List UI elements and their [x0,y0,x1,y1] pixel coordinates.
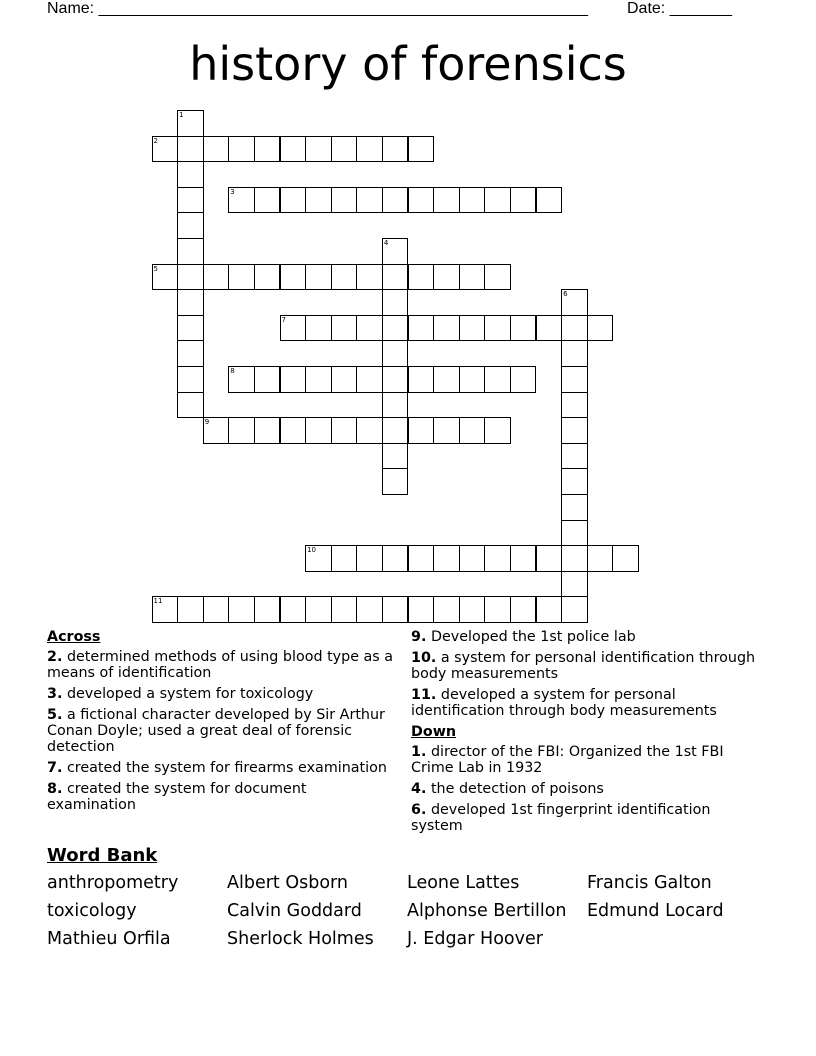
crossword-cell[interactable] [177,238,204,265]
crossword-cell[interactable] [177,136,204,163]
clues-right-column [411,629,761,839]
word-bank-item: Francis Galton [587,873,712,893]
crossword-cell[interactable] [228,417,255,444]
crossword-cell[interactable] [152,136,179,163]
crossword-cell[interactable] [484,417,511,444]
across-clue [47,707,395,755]
clue-number: 4. [411,781,427,797]
clue-number: 10. [411,650,437,666]
crossword-cell[interactable] [561,545,588,572]
crossword-cell[interactable] [305,187,332,214]
clue-text: created the system for document examination [47,781,307,813]
crossword-cell[interactable] [382,315,409,342]
crossword-cell[interactable] [152,596,179,623]
crossword-cell[interactable] [433,264,460,291]
crossword-cell[interactable] [356,596,383,623]
crossword-cell[interactable] [280,264,307,291]
clues-left-column [47,629,395,818]
down-clue [411,802,761,834]
crossword-cell[interactable] [459,187,486,214]
crossword-cell[interactable] [228,596,255,623]
page-title: history of forensics [189,37,627,91]
crossword-cell[interactable] [382,417,409,444]
crossword-cell[interactable] [203,264,230,291]
crossword-cell[interactable] [459,545,486,572]
crossword-cell[interactable] [177,161,204,188]
crossword-cell[interactable] [561,596,588,623]
clue-text: a system for personal identification through body measurements [411,650,756,682]
crossword-cell[interactable] [408,315,435,342]
crossword-cell[interactable] [510,596,537,623]
crossword-cell[interactable] [536,596,563,623]
crossword-cell[interactable] [280,315,307,342]
crossword-cell[interactable] [561,468,588,495]
crossword-cell[interactable] [561,443,588,470]
crossword-cell[interactable] [331,136,358,163]
cell-number: 1 [179,111,184,119]
cell-number: 4 [383,239,389,247]
crossword-cell[interactable] [587,545,614,572]
crossword-cell[interactable] [510,187,537,214]
crossword-cell[interactable] [382,468,409,495]
crossword-cell[interactable] [382,264,409,291]
crossword-cell[interactable] [254,417,281,444]
crossword-cell[interactable] [536,315,563,342]
crossword-cell[interactable] [484,545,511,572]
cell-number: 2 [153,136,158,145]
crossword-cell[interactable] [536,187,563,214]
crossword-cell[interactable] [203,417,230,444]
crossword-cell[interactable] [382,340,409,367]
crossword-cell[interactable] [280,187,307,214]
crossword-cell[interactable] [254,596,281,623]
crossword-cell[interactable] [561,366,588,393]
crossword-cell[interactable] [484,596,511,623]
crossword-cell[interactable] [382,136,409,163]
crossword-cell[interactable] [254,136,281,163]
crossword-cell[interactable] [177,366,204,393]
crossword-cell[interactable] [331,417,358,444]
crossword-cell[interactable] [612,545,639,572]
crossword-cell[interactable] [561,289,588,316]
down-clue [411,781,761,797]
word-bank-title: Word Bank [47,845,158,866]
cell-number: 6 [563,290,568,299]
crossword-cell[interactable] [177,264,204,291]
crossword-cell[interactable] [459,366,486,393]
cell-number: 10 [307,546,317,555]
crossword-cell[interactable] [305,136,332,163]
crossword-cell[interactable] [561,417,588,444]
cell-number: 11 [153,597,163,606]
clue-text: developed a system for toxicology [66,686,314,702]
across-clue [47,686,395,702]
crossword-cell[interactable] [177,596,204,623]
across-clue [47,760,395,776]
crossword-cell[interactable] [510,545,537,572]
word-bank-item: anthropometry [47,873,179,893]
clue-text: determined methods of using blood type as a means of identification [47,649,394,681]
crossword-cell[interactable] [254,366,281,393]
clue-number: 1. [411,744,427,760]
crossword-cell[interactable] [382,443,409,470]
word-bank-item: Mathieu Orfila [47,929,171,949]
crossword-cell[interactable] [280,366,307,393]
crossword-cell[interactable] [484,315,511,342]
clue-number: 11. [411,687,437,703]
word-bank-item: J. Edgar Hoover [407,929,543,949]
crossword-cell[interactable] [408,366,435,393]
crossword-cell[interactable] [382,187,409,214]
across-clue [47,649,395,681]
crossword-cell[interactable] [305,315,332,342]
crossword-cell[interactable] [433,187,460,214]
crossword-cell[interactable] [280,417,307,444]
across-clue [411,687,761,719]
crossword-cell[interactable] [459,315,486,342]
crossword-cell[interactable] [177,392,204,419]
crossword-cell[interactable] [356,366,383,393]
crossword-cell[interactable] [510,366,537,393]
crossword-cell[interactable] [331,315,358,342]
crossword-cell[interactable] [433,596,460,623]
crossword-cell[interactable] [356,315,383,342]
crossword-cell[interactable] [408,596,435,623]
cell-number: 5 [153,264,158,273]
crossword-cell[interactable] [408,187,435,214]
crossword-cell[interactable] [203,136,230,163]
crossword-cell[interactable] [228,136,255,163]
across-clue [411,629,761,645]
crossword-cell[interactable] [433,366,460,393]
word-bank-item: Alphonse Bertillon [407,901,567,921]
clue-text: developed 1st fingerprint identification system [411,802,711,834]
crossword-cell[interactable] [152,264,179,291]
crossword-cell[interactable] [382,545,409,572]
crossword-cell[interactable] [177,212,204,239]
crossword-cell[interactable] [177,289,204,316]
crossword-cell[interactable] [228,366,255,393]
crossword-cell[interactable] [382,596,409,623]
crossword-cell[interactable] [459,264,486,291]
clue-number: 8. [47,781,63,797]
cell-number: 9 [204,418,210,427]
across-clue [47,781,395,813]
clue-text: developed a system for personal identification through body measurements [411,687,717,719]
down-clue [411,744,761,776]
clue-text: Developed the 1st police lab [430,629,636,645]
crossword-cell[interactable] [280,136,307,163]
crossword-cell[interactable] [177,315,204,342]
word-bank [47,845,767,950]
crossword-cell[interactable] [433,417,460,444]
crossword-cell[interactable] [459,417,486,444]
crossword-cell[interactable] [177,340,204,367]
crossword-cell[interactable] [331,366,358,393]
crossword-cell[interactable] [408,136,435,163]
crossword-cell[interactable] [536,545,563,572]
crossword-cell[interactable] [356,545,383,572]
crossword-cell[interactable] [228,264,255,291]
crossword-cell[interactable] [356,264,383,291]
clue-number: 3. [47,686,63,702]
crossword-cell[interactable] [254,264,281,291]
crossword-cell[interactable] [561,340,588,367]
crossword-cell[interactable] [382,366,409,393]
word-bank-item: Leone Lattes [407,873,520,893]
crossword-cell[interactable] [561,392,588,419]
across-clue [411,650,761,682]
crossword-cell[interactable] [356,417,383,444]
crossword-cell[interactable] [254,187,281,214]
crossword-cell[interactable] [203,596,230,623]
crossword-cell[interactable] [356,187,383,214]
crossword-cell[interactable] [587,315,614,342]
crossword-cell[interactable] [433,315,460,342]
clue-number: 7. [47,760,63,776]
date-field-line: Date: _______ [627,0,732,17]
clue-text: the detection of poisons [430,781,604,797]
crossword-cell[interactable] [331,264,358,291]
crossword-cell[interactable] [280,596,307,623]
crossword-cell[interactable] [382,392,409,419]
crossword-cell[interactable] [561,315,588,342]
crossword-cell[interactable] [408,417,435,444]
crossword-cell[interactable] [356,136,383,163]
cell-number: 3 [230,187,235,196]
word-bank-item: Albert Osborn [227,873,349,893]
clue-number: 2. [47,649,63,665]
crossword-cell[interactable] [331,596,358,623]
clue-number: 5. [47,707,63,723]
word-bank-item: Sherlock Holmes [227,929,374,949]
word-bank-list [47,872,767,950]
crossword-cell[interactable] [561,571,588,598]
crossword-cell[interactable] [177,110,204,137]
down-heading: Down [411,724,457,740]
crossword-cell[interactable] [408,545,435,572]
crossword-cell[interactable] [408,264,435,291]
crossword-cell[interactable] [433,545,460,572]
word-bank-item: toxicology [47,901,137,921]
crossword-cell[interactable] [305,417,332,444]
crossword-cell[interactable] [228,187,255,214]
crossword-cell[interactable] [305,596,332,623]
clue-text: created the system for firearms examination [66,760,387,776]
word-bank-item: Edmund Locard [587,901,724,921]
crossword-cell[interactable] [382,289,409,316]
clue-number: 9. [411,629,427,645]
crossword-cell[interactable] [305,545,332,572]
crossword-cell[interactable] [382,238,409,265]
clue-text: a fictional character developed by Sir Arthur Conan Doyle; used a great deal of forensic detection [47,707,385,755]
clue-number: 6. [411,802,427,818]
crossword-cell[interactable] [484,264,511,291]
cell-number: 8 [230,367,235,375]
clue-text: director of the FBI: Organized the 1st FBI Crime Lab in 1932 [411,744,724,776]
crossword-cell[interactable] [459,596,486,623]
cell-number: 7 [281,315,286,324]
across-heading: Across [47,629,101,645]
crossword-cell[interactable] [484,187,511,214]
crossword-cell[interactable] [484,366,511,393]
crossword-cell[interactable] [305,264,332,291]
crossword-cell[interactable] [305,366,332,393]
word-bank-item: Calvin Goddard [227,901,362,921]
crossword-cell[interactable] [331,545,358,572]
crossword-cell[interactable] [331,187,358,214]
crossword-cell[interactable] [561,520,588,547]
name-field-line: Name: _______________________________________________________ [47,0,588,17]
crossword-cell[interactable] [510,315,537,342]
crossword-cell[interactable] [177,187,204,214]
crossword-cell[interactable] [561,494,588,521]
